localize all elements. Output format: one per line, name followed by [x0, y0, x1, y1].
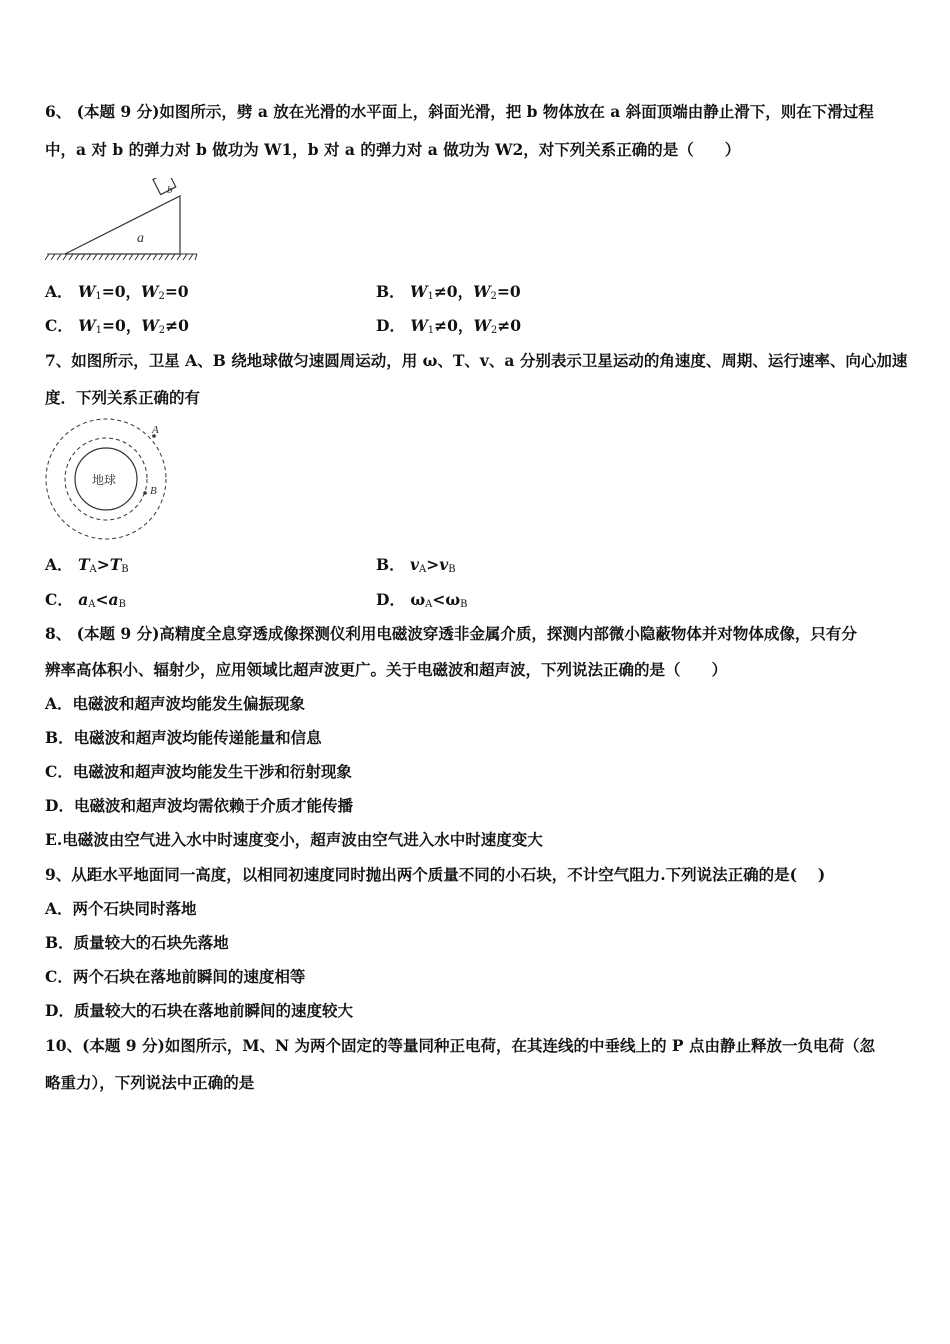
option-key: A． — [45, 282, 73, 301]
q9-option-d[interactable]: D．质量较大的石块在落地前瞬间的速度较大 — [45, 1001, 353, 1020]
q10-stem-line2: 略重力），下列说法中正确的是 — [45, 1073, 255, 1092]
option-key: A． — [45, 555, 73, 574]
q8-stem-line1: 8、 (本题 9 分)高精度全息穿透成像探测仪利用电磁波穿透非金属介质，探测内部微小隐蔽物体并对物体成像，只有分 — [45, 624, 857, 643]
q6-option-c[interactable]: C． $W_1=0$，$W_2\ne 0$ — [45, 316, 189, 336]
q6-stem-line1: 6、 (本题 9 分)如图所示，劈 a 放在光滑的水平面上，斜面光滑，把 b 物体放在 a 斜面顶端由静止滑下，则在下滑过程 — [45, 102, 874, 121]
option-key: C． — [45, 316, 73, 335]
q8-option-d[interactable]: D．电磁波和超声波均需依赖于介质才能传播 — [45, 796, 353, 815]
satellite-a-label: A — [152, 424, 159, 436]
option-key: D． — [376, 590, 405, 609]
satellite-b — [143, 491, 147, 495]
option-key: C． — [45, 590, 73, 609]
q7-stem-line1: 7、如图所示，卫星 A、B 绕地球做匀速圆周运动，用 ω、T、v、a 分别表示卫星运动的角速度、周期、运行速率、向心加速 — [45, 351, 908, 370]
q8-option-a[interactable]: A．电磁波和超声波均能发生偏振现象 — [45, 694, 306, 713]
q9-option-a[interactable]: A．两个石块同时落地 — [45, 899, 197, 918]
q7-option-a[interactable]: A． $T_A>T_B$ — [45, 555, 129, 575]
option-key: D． — [376, 316, 405, 335]
q8-option-e[interactable]: E.电磁波由空气进入水中时速度变小，超声波由空气进入水中时速度变大 — [45, 830, 543, 849]
wedge-label: a — [137, 231, 144, 246]
q6-wedge-figure — [45, 178, 205, 264]
q7-option-b[interactable]: B． $v_A>v_B$ — [376, 555, 456, 575]
q9-stem-line1: 9、从距水平地面同一高度，以相同初速度同时抛出两个质量不同的小石块，不计空气阻力.下列说法正确的是( ) — [45, 865, 826, 884]
q7-stem-line2: 度．下列关系正确的有 — [45, 388, 201, 407]
q7-option-d[interactable]: D． $\omega_A<\omega_B$ — [376, 590, 468, 610]
q9-option-c[interactable]: C．两个石块在落地前瞬间的速度相等 — [45, 967, 306, 986]
q9-option-b[interactable]: B．质量较大的石块先落地 — [45, 933, 229, 952]
q8-option-c[interactable]: C．电磁波和超声波均能发生干涉和衍射现象 — [45, 762, 352, 781]
option-key: B． — [376, 282, 405, 301]
wedge-a — [65, 196, 180, 254]
q6-stem-line2: 中，a 对 b 的弹力对 b 做功为 W1，b 对 a 的弹力对 a 做功为 W2，对下列关系正确的是（ ） — [45, 140, 741, 159]
q6-option-a[interactable]: A． $W_1=0$，$W_2=0$ — [45, 282, 189, 302]
option-key: B． — [376, 555, 405, 574]
q8-stem-line2: 辨率高体积小、辐射少，应用领域比超声波更广。关于电磁波和超声波，下列说法正确的是（ ） — [45, 660, 728, 679]
q6-option-d[interactable]: D． $W_1\ne 0$，$W_2\ne 0$ — [376, 316, 522, 336]
q6-option-b[interactable]: B． $W_1\ne 0$，$W_2=0$ — [376, 282, 521, 302]
q8-option-b[interactable]: B．电磁波和超声波均能传递能量和信息 — [45, 728, 322, 747]
satellite-b-label: B — [150, 485, 157, 497]
earth-label: 地球 — [92, 473, 117, 487]
q7-orbit-figure — [42, 418, 172, 543]
q7-option-c[interactable]: C． $a_A<a_B$ — [45, 590, 126, 610]
block-label: b — [167, 184, 173, 196]
q10-stem-line1: 10、(本题 9 分)如图所示，M、N 为两个固定的等量同种正电荷，在其连线的中垂线上的 P 点由静止释放一负电荷（忽 — [45, 1036, 875, 1055]
ground-hatch — [45, 254, 197, 260]
